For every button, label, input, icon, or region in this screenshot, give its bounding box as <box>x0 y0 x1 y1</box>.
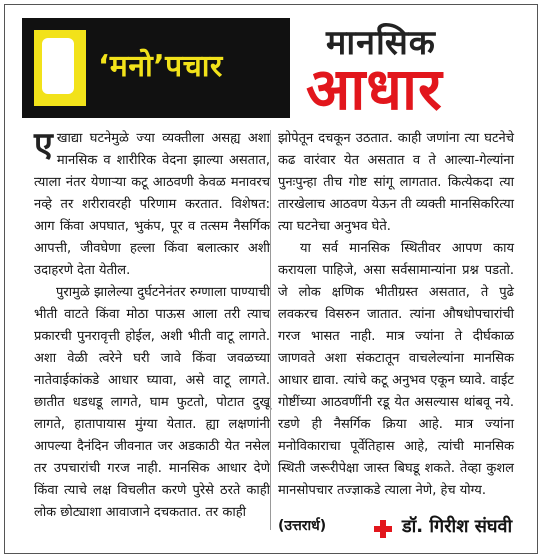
article-heading-main: आधार <box>306 55 443 123</box>
article-footer <box>278 512 528 542</box>
paragraph-3: झोपेतून दचकून उठतात. काही जणांना त्या घटनेचे कढ वारंवार येत असतात व ते आल्या-गेल्यांना पुनःपुन्हा तीच गोष्ट सांगू लागतात. कित्येकदा त्या तारखेलाच आठवण येऊन ती व्यक्ती मानसिकरित्या त्या घटनेचा अनुभव घेते. <box>278 131 514 234</box>
red-cross-icon <box>374 520 392 538</box>
article-column-right <box>278 128 514 502</box>
paragraph-2: पुरामुळे झालेल्या दुर्घटनेनंतर रुग्णाला पाण्याची भीती वाटते किंवा मोठा पाऊस आला तरी त्याच प्रकारची पुनरावृत्ती होईल, अशी भीती वाटू लागते. अशा वेळी त्वरेने घरी जावे किंवा जवळच्या नातेवाईकांकडे आधार घ्यावा, असे वाटू लागते. छातीत धडधडू लागते, घाम फुटतो, पोटात दुखू लागते, हातापायास मुंग्या येतात. ह्या लक्षणांनी आपल्या दैनंदिन जीवनात जर अडकाठी येत नसेल तर उपचारांची गरज नाही. मानसिक आधार देणे किंवा त्याचे लक्ष विचलीत करणे पुरेसे ठरते काही लोक छोट्याशा आवाजाने दचकतात. तर काही <box>34 285 270 520</box>
article-column-left <box>34 125 270 524</box>
paragraph-4: या सर्व मानसिक स्थितीवर आपण काय करायला पाहिजे, असा सर्वसामान्यांना प्रश्न पडतो. जे लोक क्षणिक भीतीग्रस्त असतात, ते पुढे लवकरच विसरुन जातात. त्यांना औषधोपचारांची गरज भासत नाही. मात्र ज्यांना ते दीर्घकाळ जाणवते अशा संकटातून वाचलेल्यांना मानसिक आधार द्यावा. त्यांचे कटू अनुभव एकून घ्यावे. वाईट गोष्टींच्या आठवणींनी रडू येत असल्यास थांबवू नये. रडणे ही नैसर्गिक क्रिया आहे. मात्र ज्यांना मनोविकाराचा पूर्वेतिहास आहे, त्यांची मानसिक स्थिती जरूरीपेक्षा जास्त बिघडू शकते. तेव्हा कुशल मानसोपचार तज्ज्ञाकडे त्याला नेणे, हेच योग्य. <box>278 241 514 498</box>
author-name: डॉ. गिरीश संघवी <box>402 516 513 537</box>
part-label: (उत्तरार्ध) <box>278 518 327 534</box>
article-heading-top: मानसिक <box>326 23 436 63</box>
dropcap: ए <box>34 125 53 165</box>
banner-logo-notch <box>42 38 74 94</box>
series-banner <box>22 18 290 118</box>
banner-logo-block <box>34 30 86 106</box>
paragraph-1-text: खाद्या घटनेमुळे ज्या व्यक्तीला असह्य अशा मानसिक व शारीरिक वेदना झाल्या असतात, त्याला नंतर येणाऱ्या कटू आठवणी केवळ मनावरच नव्हे तर शरीरावरही परिणाम करतात. विशेषत: आग किंवा अपघात, भुकंप, पूर व तत्सम नैसर्गिक आपत्ती, जीवघेणा हल्ला किंवा बलात्कार अशी उदाहरणे देता येतील. <box>34 131 270 278</box>
paragraph-1 <box>34 125 270 282</box>
column-divider <box>270 130 271 530</box>
series-title: ‘मनो’पचार <box>98 49 223 84</box>
